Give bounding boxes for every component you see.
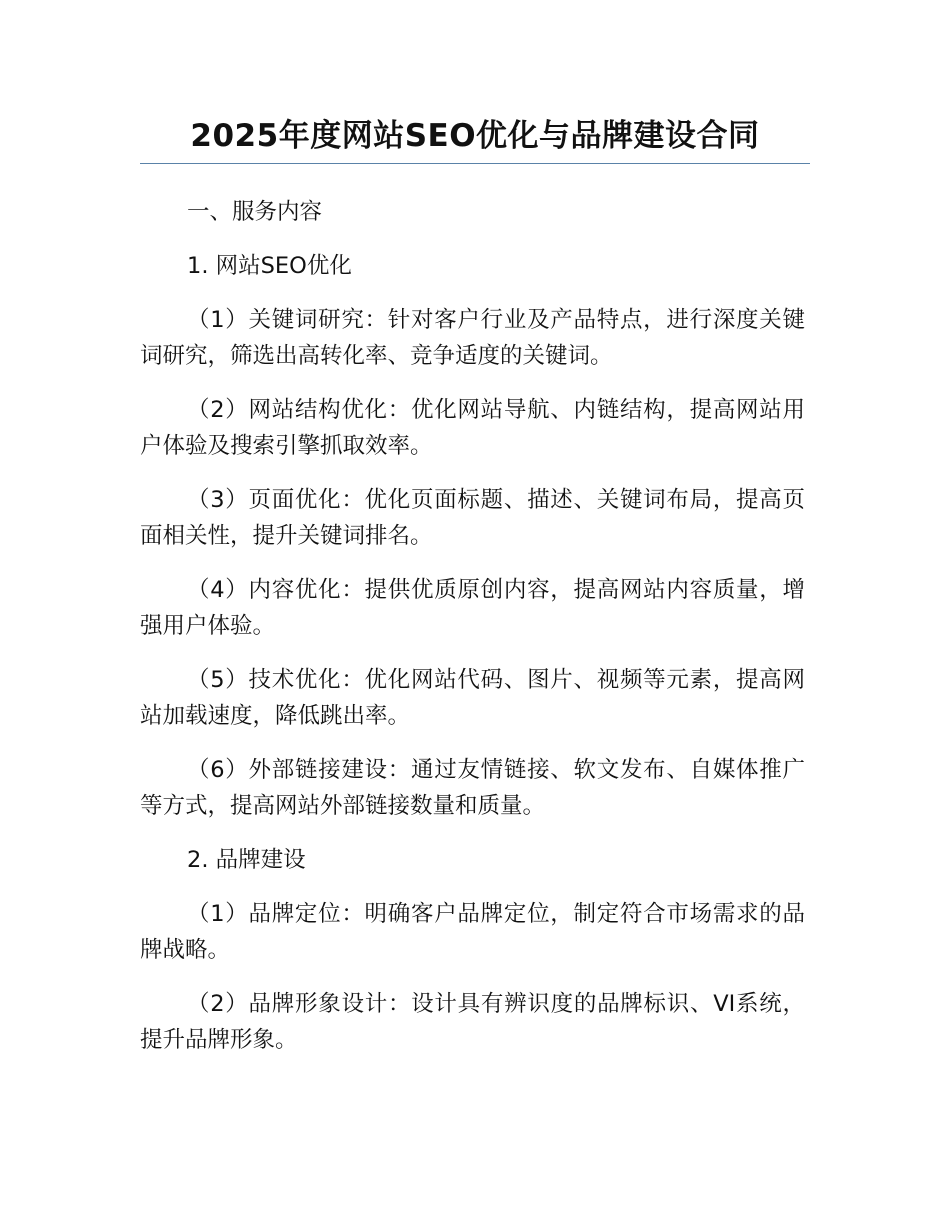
clause-page-optimization: （3）页面优化：优化页面标题、描述、关键词布局，提高页面相关性，提升关键词排名。 [140, 487, 805, 549]
contract-title: 2025年度网站SEO优化与品牌建设合同 [190, 118, 760, 154]
clause-keyword-research: （1）关键词研究：针对客户行业及产品特点，进行深度关键词研究，筛选出高转化率、竞争适度的关键词。 [140, 307, 805, 369]
clause-brand-image-design: （2）品牌形象设计：设计具有辨识度的品牌标识、VI系统，提升品牌形象。 [140, 991, 805, 1053]
clause-structure-optimization: （2）网站结构优化：优化网站导航、内链结构，提高网站用户体验及搜索引擎抓取效率。 [140, 397, 805, 459]
clause-external-links: （6）外部链接建设：通过友情链接、软文发布、自媒体推广等方式，提高网站外部链接数量和质量。 [140, 757, 805, 819]
subsection-heading-brand: 2. 品牌建设 [187, 847, 306, 873]
subsection-heading-seo: 1. 网站SEO优化 [187, 253, 352, 279]
document-body [140, 194, 805, 1076]
clause-brand-positioning: （1）品牌定位：明确客户品牌定位，制定符合市场需求的品牌战略。 [140, 901, 805, 963]
title-underline [140, 163, 810, 164]
clause-technical-optimization: （5）技术优化：优化网站代码、图片、视频等元素，提高网站加载速度，降低跳出率。 [140, 667, 805, 729]
clause-content-optimization: （4）内容优化：提供优质原创内容，提高网站内容质量，增强用户体验。 [140, 577, 805, 639]
section-heading-services: 一、服务内容 [187, 199, 323, 225]
